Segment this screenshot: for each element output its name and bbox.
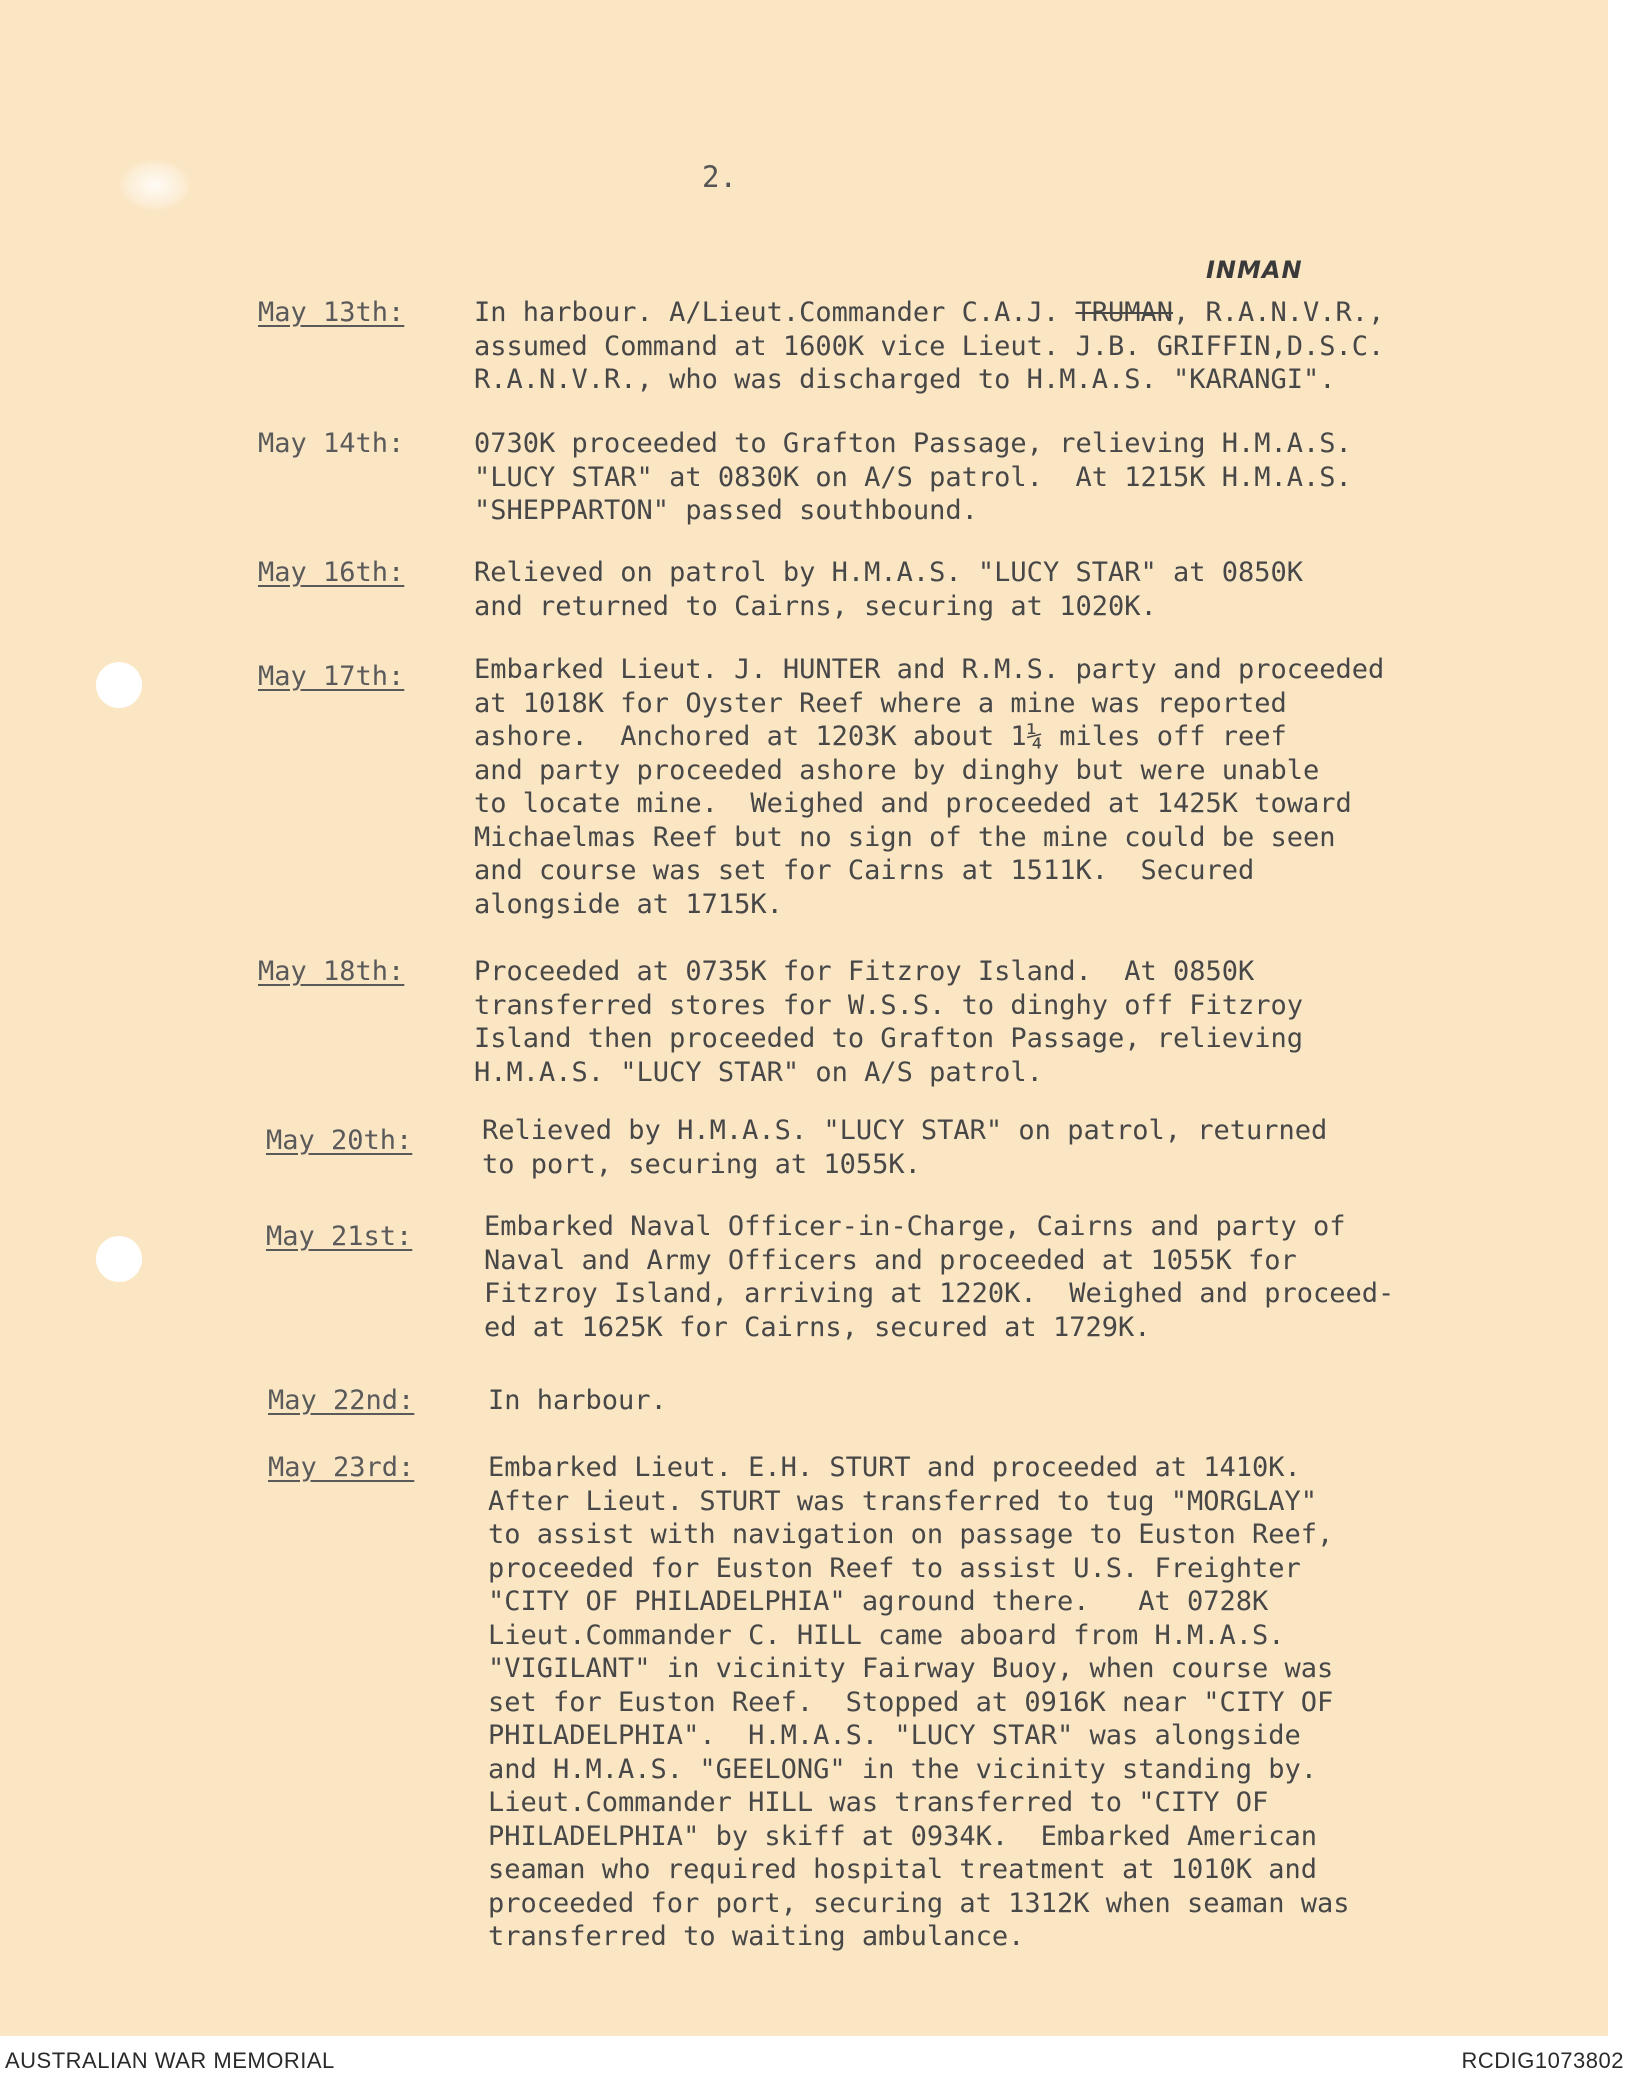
entry-date: May 20th: [266,1125,413,1156]
punch-hole-upper [96,662,142,708]
entry-text: Embarked Naval Officer-in-Charge, Cairns and party of Naval and Army Officers and proceeded at 1055K for Fitzroy Island, arriving at 1220K. Weighed and proceed- ed at 1625K for Cairns, secured at 1729K. [484,1211,1395,1343]
entry-text: Embarked Lieut. E.H. STURT and proceeded at 1410K. After Lieut. STURT was transferred to tug "MORGLAY" to assist with navigation on passage to Euston Reef, proceeded for Euston Reef to assist U.S. Freighter "CITY OF PHILADELPHIA" aground there. At 0728K Lieut.Commander C. HILL came aboard from H.M.A.S. "VIGILANT" in vicinity Fairway Buoy, when course was set for Euston Reef. Stopped at 0916K near "CITY OF PHILADELPHIA". H.M.A.S. "LUCY STAR" was alongside and H.M.A.S. "GEELONG" in the vicinity standing by. Lieut.Commander HILL was transferred to "CITY OF PHILADELPHIA" by skiff at 0934K. Embarked American seaman who required hospital treatment at 1010K and proceeded for port, securing at 1312K when seaman was transferred to waiting ambulance. [488,1452,1350,1952]
entry-text: Relieved by H.M.A.S. "LUCY STAR" on patrol, returned to port, securing at 1055K. [482,1115,1328,1180]
entry-text [474,296,1384,397]
entry-date: May 18th: [258,956,405,987]
entry-date: May 21st: [266,1221,413,1252]
entry-text-start: In harbour. A/Lieut.Commander C.A.J. [474,297,1076,328]
punch-hole-lower [96,1236,142,1282]
entry-text: Embarked Lieut. J. HUNTER and R.M.S. party and proceeded at 1018K for Oyster Reef where a mine was reported ashore. Anchored at 1203K about 1¼ miles off reef and party proceeded ashore by dinghy but were unable to locate mine. Weighed and proceeded at 1425K toward Michaelmas Reef but no sign of the mine could be seen and course was set for Cairns at 1511K. Secured alongside at 1715K. [474,654,1385,920]
page-number: 2. [702,160,737,194]
entry-date: May 13th: [258,297,405,328]
entry-date: May 14th: [258,428,405,459]
entry-text: Relieved on patrol by H.M.A.S. "LUCY STAR" at 0850K and returned to Cairns, securing at 1020K. [474,557,1304,622]
footer-record-id: RCDIG1073802 [1461,2048,1624,2073]
handwritten-correction: INMAN [1206,256,1303,284]
entry-date: May 16th: [258,557,405,588]
entry-text: 0730K proceeded to Grafton Passage, relieving H.M.A.S. "LUCY STAR" at 0830K on A/S patrol. At 1215K H.M.A.S. "SHEPPARTON" passed southbound. [474,428,1352,526]
entry-date: May 22nd: [268,1385,415,1416]
entry-text: In harbour. [488,1385,667,1416]
entry-text-rest: , R.A.N.V.R., assumed Command at 1600K vice Lieut. J.B. GRIFFIN,D.S.C. R.A.N.V.R., who was discharged to H.M.A.S. "KARANGI". [474,297,1385,395]
paper-stain [120,160,190,210]
footer-institution: AUSTRALIAN WAR MEMORIAL [5,2048,335,2073]
entry-date: May 23rd: [268,1452,415,1483]
entry-text: Proceeded at 0735K for Fitzroy Island. At 0850K transferred stores for W.S.S. to dinghy off Fitzroy Island then proceeded to Grafton Passage, relieving H.M.A.S. "LUCY STAR" on A/S patrol. [474,956,1304,1088]
entry-date: May 17th: [258,661,405,692]
struck-name: TRUMAN [1075,297,1173,328]
